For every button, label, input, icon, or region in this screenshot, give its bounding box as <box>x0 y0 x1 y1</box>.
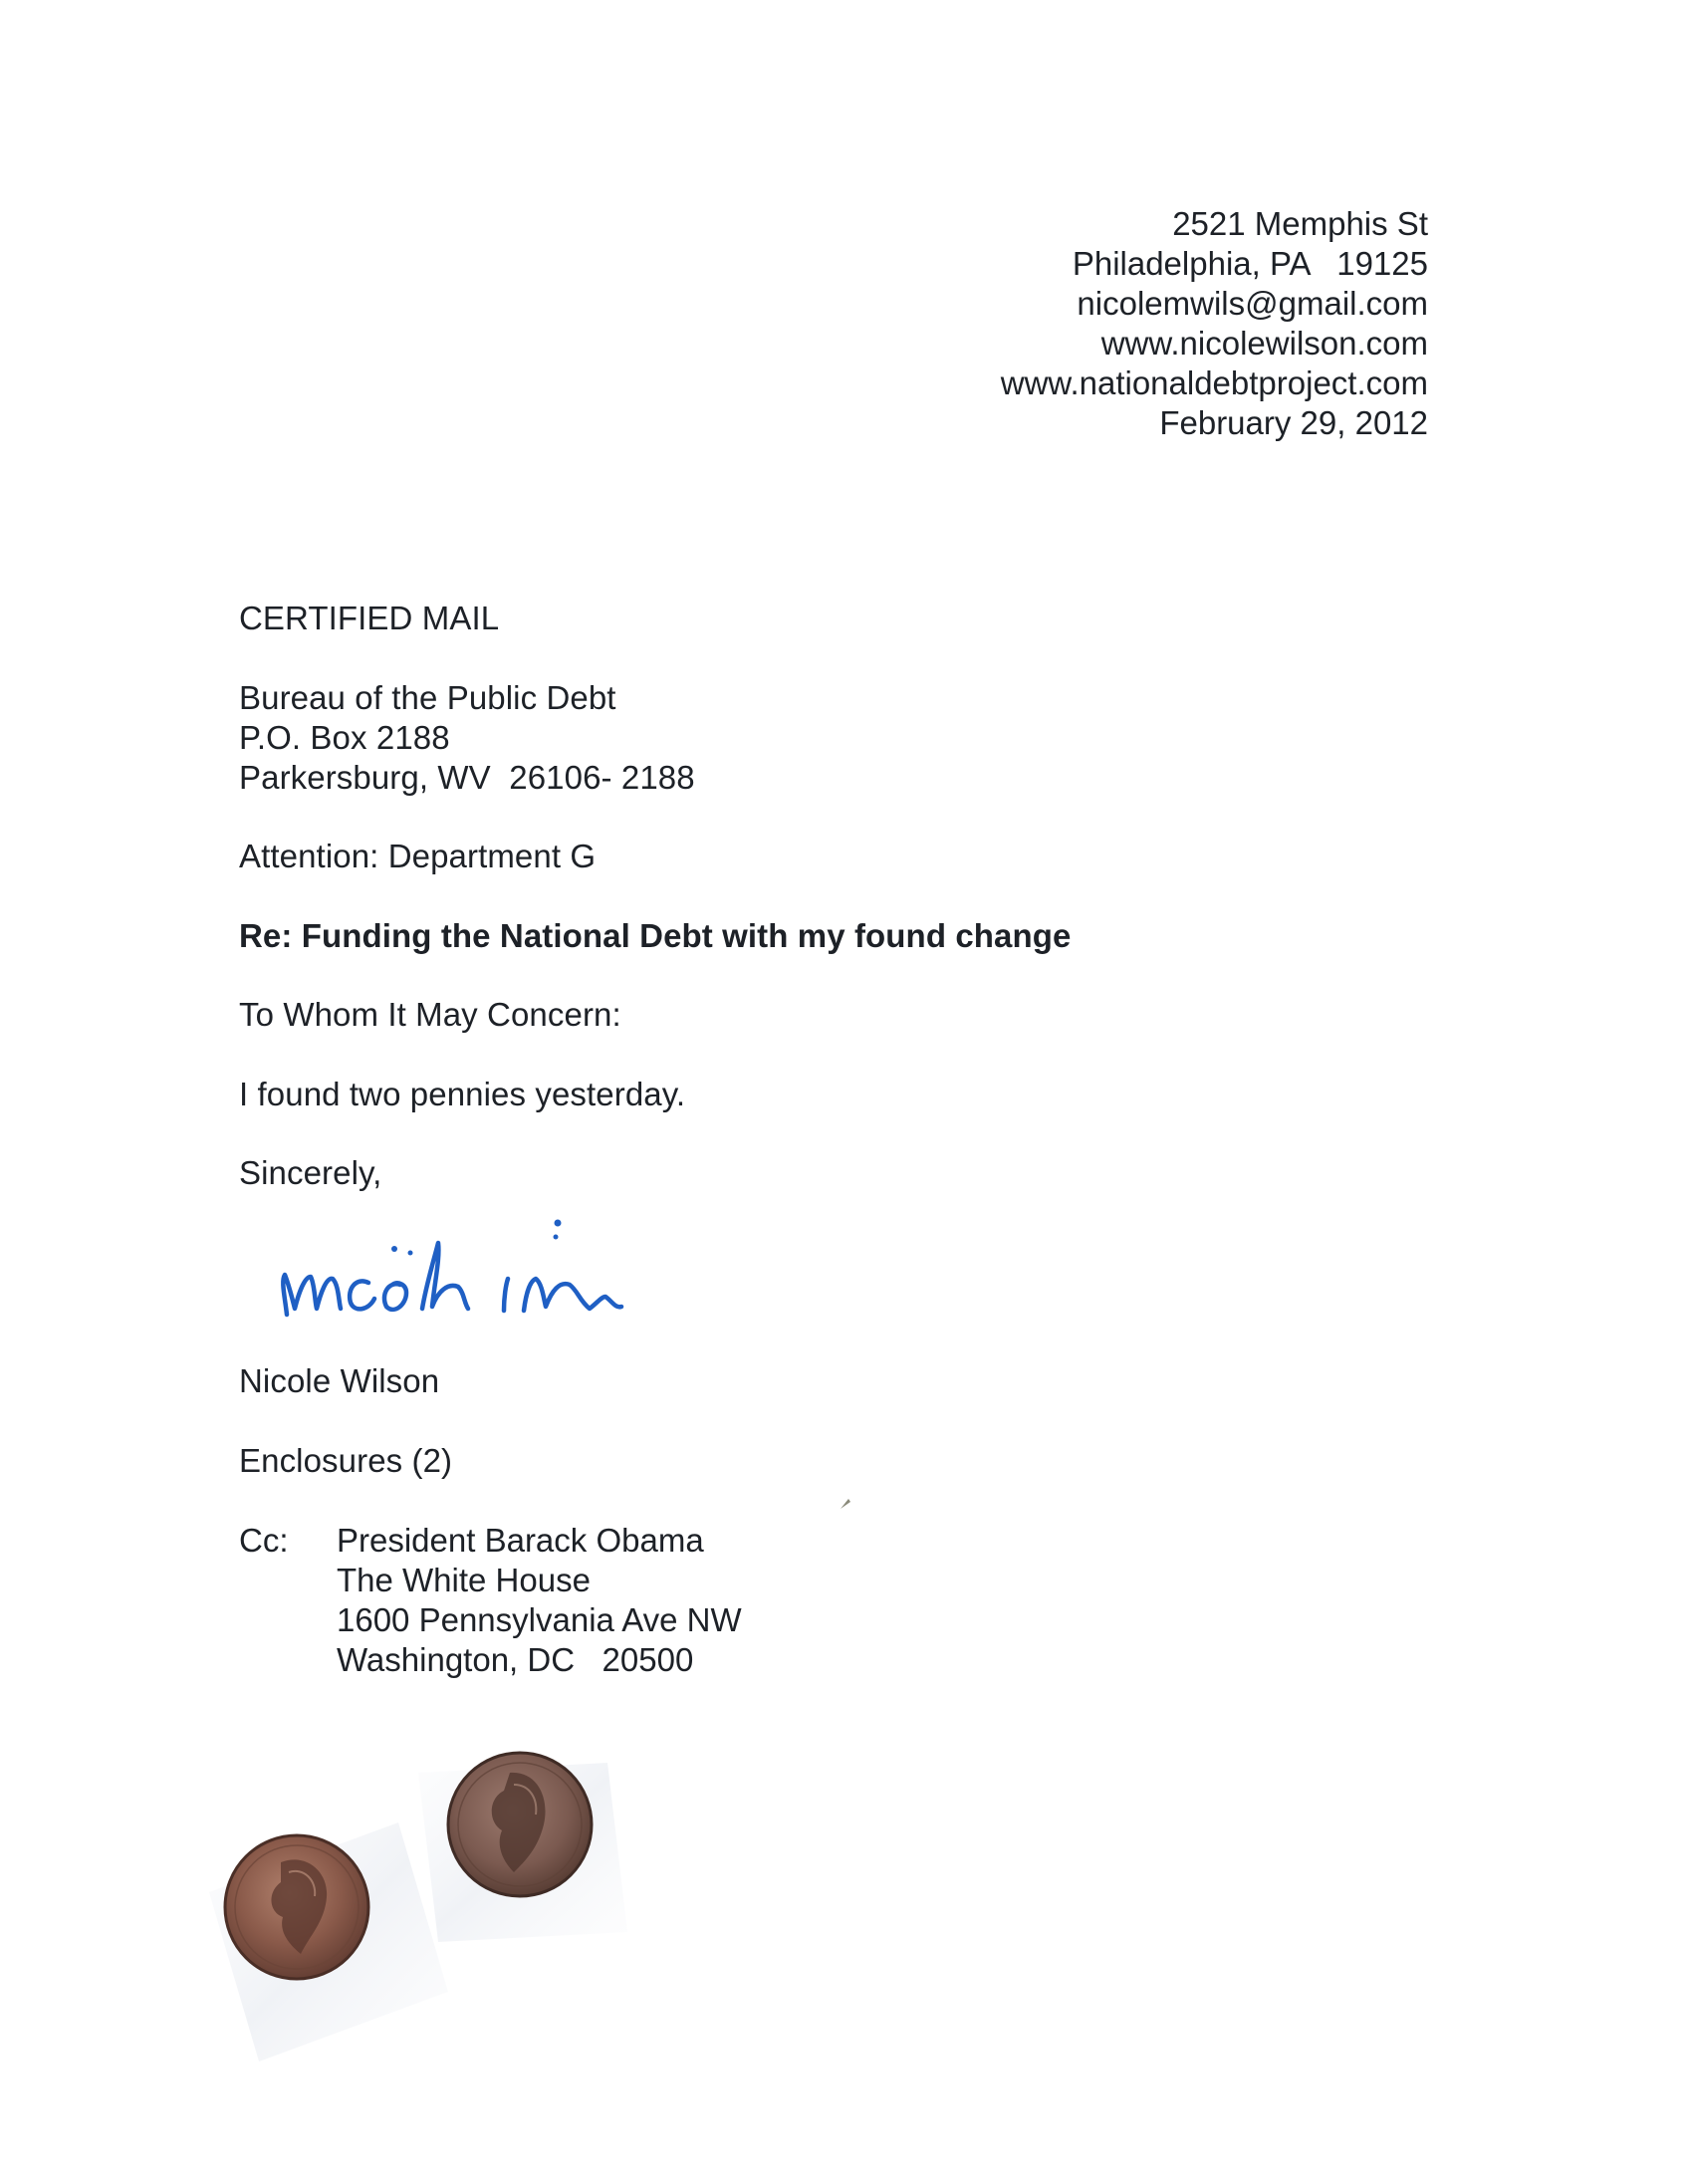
closing: Sincerely, <box>239 1154 382 1191</box>
taped-pennies <box>189 1733 747 2136</box>
letter-body: I found two pennies yesterday. <box>239 1076 686 1112</box>
cc-line: Washington, DC 20500 <box>337 1641 694 1678</box>
penny-coin <box>225 1835 368 1979</box>
attention-line: Attention: Department G <box>239 838 597 874</box>
signer-name: Nicole Wilson <box>239 1362 440 1399</box>
handwritten-signature <box>269 1185 707 1349</box>
cc-line: The White House <box>337 1562 591 1598</box>
recipient-name: Bureau of the Public Debt <box>239 679 616 716</box>
penny-coin <box>448 1753 592 1896</box>
recipient-po-box: P.O. Box 2188 <box>239 719 450 756</box>
subject-line: Re: Funding the National Debt with my found change <box>239 917 1072 954</box>
cc-label: Cc: <box>239 1522 289 1559</box>
sender-website-project: www.nationaldebtproject.com <box>1000 364 1428 401</box>
letter-date: February 29, 2012 <box>1159 404 1428 441</box>
mail-type: CERTIFIED MAIL <box>239 600 500 636</box>
sender-website-personal: www.nicolewilson.com <box>1100 325 1428 362</box>
cc-recipient-block <box>337 1521 742 1680</box>
enclosures-line: Enclosures (2) <box>239 1442 453 1479</box>
sender-street: 2521 Memphis St <box>1172 205 1428 242</box>
cc-line: President Barack Obama <box>337 1522 704 1559</box>
cc-line: 1600 Pennsylvania Ave NW <box>337 1601 742 1638</box>
sender-email: nicolemwils@gmail.com <box>1077 285 1428 322</box>
paper-speck <box>839 1497 852 1516</box>
recipient-city-state-zip: Parkersburg, WV 26106- 2188 <box>239 759 695 796</box>
salutation: To Whom It May Concern: <box>239 996 621 1033</box>
sender-city-state-zip: Philadelphia, PA 19125 <box>1072 245 1428 282</box>
sender-address-block <box>1001 204 1428 443</box>
